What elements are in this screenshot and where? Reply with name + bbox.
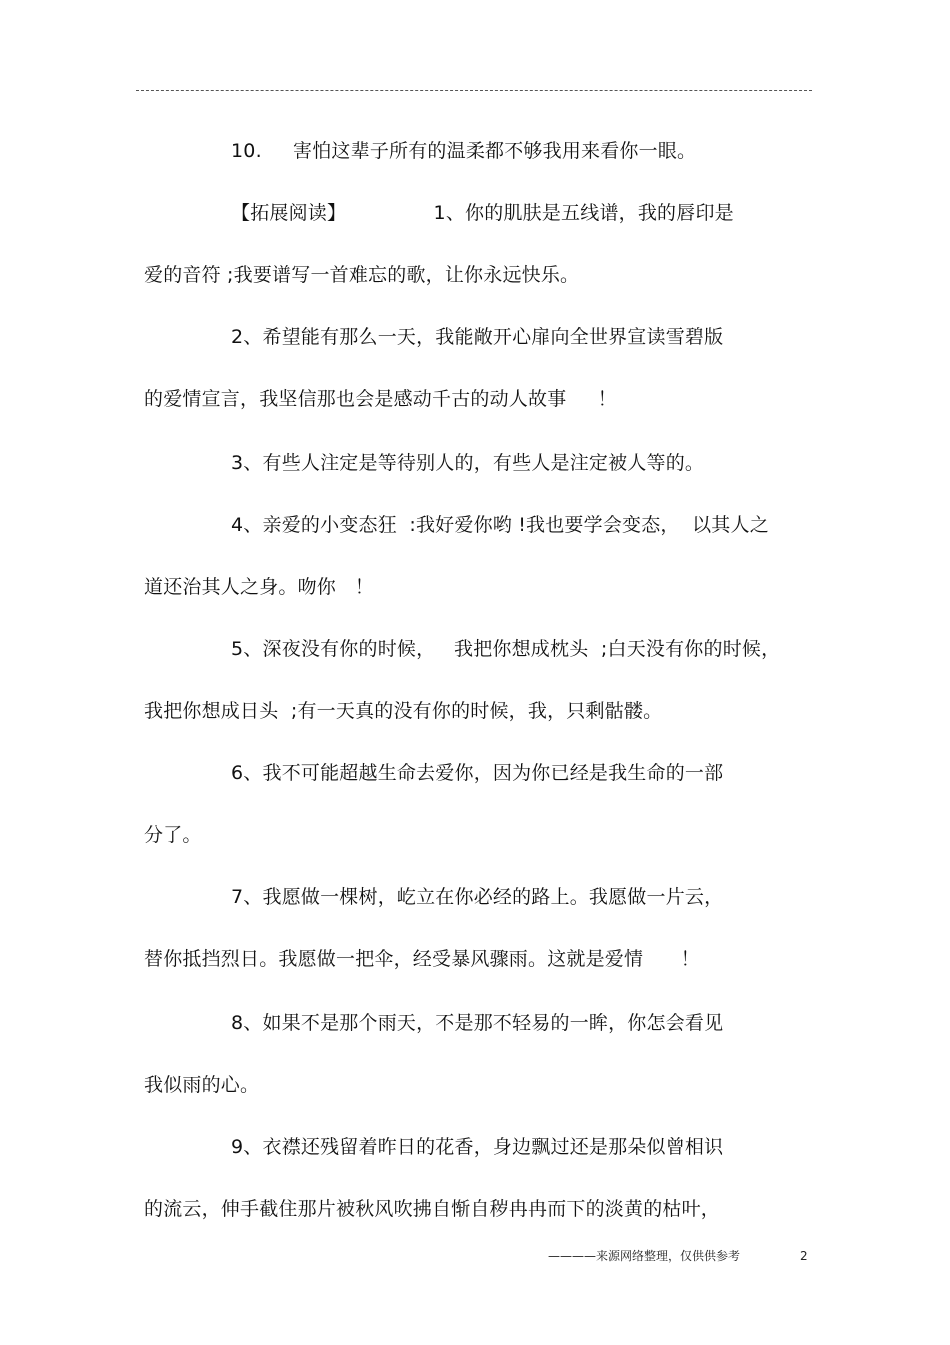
paragraph-line: 【拓展阅读】 1、你的肌肤是五线谱，我的唇印是 [231,202,734,224]
footer-source-note: ————来源网络整理，仅供供参考 [548,1249,741,1263]
paragraph-line: 8、如果不是那个雨天，不是那不轻易的一眸，你怎会看见 [231,1012,724,1034]
paragraph-line: 替你抵挡烈日。我愿做一把伞，经受暴风骤雨。这就是爱情 ！ [144,948,700,970]
header-rule [136,90,812,91]
paragraph-line: 的流云，伸手截住那片被秋风吹拂自惭自秽冉冉而下的淡黄的枯叶， [144,1198,721,1220]
paragraph-line: 6、我不可能超越生命去爱你，因为你已经是我生命的一部 [231,762,724,784]
paragraph-line: 道还治其人之身。吻你 ！ [144,576,374,598]
paragraph-line: 3、有些人注定是等待别人的，有些人是注定被人等的。 [231,452,705,474]
paragraph-line: 我把你想成日头 ;有一天真的没有你的时候，我，只剩骷髅。 [144,700,663,722]
paragraph-line: 我似雨的心。 [144,1074,260,1096]
paragraph-line: 5、深夜没有你的时候， 我把你想成枕头 ;白天没有你的时候， [231,638,781,660]
paragraph-line: 分了。 [144,824,202,846]
paragraph-line: 2、希望能有那么一天，我能敞开心扉向全世界宣读雪碧版 [231,326,724,348]
page-number: 2 [800,1249,808,1263]
paragraph-line: 9、衣襟还残留着昨日的花香，身边飘过还是那朵似曾相识 [231,1136,724,1158]
paragraph-line: 的爱情宣言，我坚信那也会是感动千古的动人故事 ！ [144,388,617,410]
paragraph-line: 10. 害怕这辈子所有的温柔都不够我用来看你一眼。 [231,140,697,162]
paragraph-line: 爱的音符 ;我要谱写一首难忘的歌，让你永远快乐。 [144,264,580,286]
paragraph-line: 4、亲爱的小变态狂 :我好爱你哟 !我也要学会变态， 以其人之 [231,514,769,536]
paragraph-line: 7、我愿做一棵树，屹立在你必经的路上。我愿做一片云， [231,886,724,908]
